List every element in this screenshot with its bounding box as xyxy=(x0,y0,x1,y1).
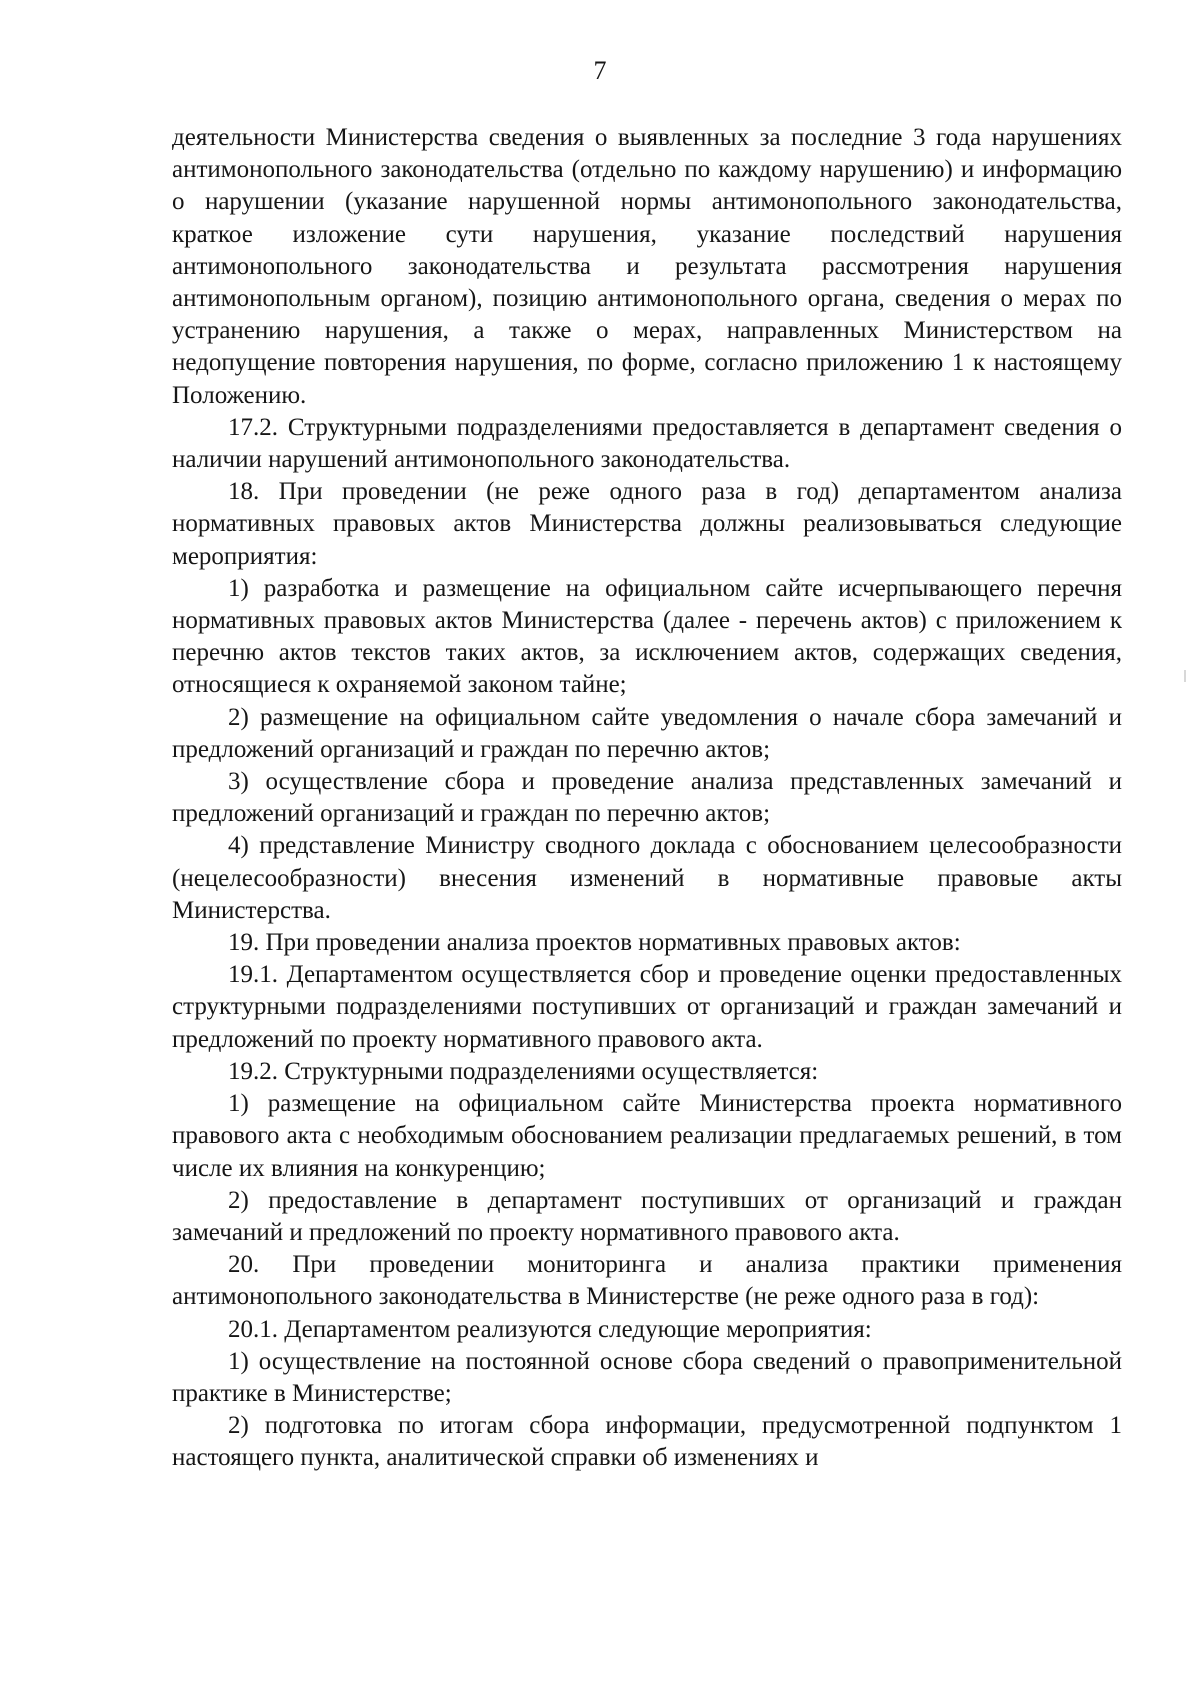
document-body xyxy=(172,122,1122,1475)
paragraph-19-1: 19.1. Департаментом осуществляется сбор и проведение оценки предоставленных структурными подразделениями поступивших от организаций и граждан замечаний и предложений по проекту нормативного правового акта. xyxy=(172,961,1122,1053)
paragraph-19-2: 19.2. Структурными подразделениями осуществляется: xyxy=(228,1057,819,1085)
scan-artifact-mark xyxy=(1184,670,1186,682)
paragraph-18-item-4: 4) представление Министру сводного доклада с обоснованием целесообразности (нецелесообразности) внесения изменений в нормативные правовые акты Министерства. xyxy=(172,832,1122,924)
paragraph-20-1: 20.1. Департаментом реализуются следующие мероприятия: xyxy=(228,1315,872,1343)
paragraph-18-item-1: 1) разработка и размещение на официальном сайте исчерпывающего перечня нормативных правовых актов Министерства (далее - перечень актов) с приложением к перечню актов текстов таких актов, за исключением актов, содержащих сведения, относящиеся к охраняемой законом тайне; xyxy=(172,574,1122,699)
paragraph-18-item-3: 3) осуществление сбора и проведение анализа представленных замечаний и предложений организаций и граждан по перечню актов; xyxy=(172,768,1122,828)
paragraph-19-2-item-2: 2) предоставление в департамент поступивших от организаций и граждан замечаний и предложений по проекту нормативного правового акта. xyxy=(172,1186,1122,1246)
paragraph-19: 19. При проведении анализа проектов нормативных правовых актов: xyxy=(228,929,961,957)
paragraph-19-2-item-1: 1) размещение на официальном сайте Министерства проекта нормативного правового акта с необходимым обоснованием реализации предлагаемых решений, в том числе их влияния на конкуренцию; xyxy=(172,1090,1122,1182)
page-number: 7 xyxy=(593,56,607,85)
paragraph-18: 18. При проведении (не реже одного раза в год) департаментом анализа нормативных правовых актов Министерства должны реализовываться следующие мероприятия: xyxy=(172,478,1122,570)
paragraph-continuation: деятельности Министерства сведения о выявленных за последние 3 года нарушениях антимонопольного законодательства (отдельно по каждому нарушению) и информацию о нарушении (указание нарушенной нормы антимонопольного законодательства, краткое изложение сути нарушения, указание последствий нарушения антимонопольного законодательства и результата рассмотрения нарушения антимонопольным органом), позицию антимонопольного органа, сведения о мерах по устранению нарушения, а также о мерах, направленных Министерством на недопущение повторения нарушения, по форме, согласно приложению 1 к настоящему Положению. xyxy=(172,124,1122,409)
paragraph-17-2: 17.2. Структурными подразделениями предоставляется в департамент сведения о наличии нарушений антимонопольного законодательства. xyxy=(172,413,1122,474)
paragraph-20-1-item-1: 1) осуществление на постоянной основе сбора сведений о правоприменительной практике в Министерстве; xyxy=(172,1347,1122,1407)
paragraph-18-item-2: 2) размещение на официальном сайте уведомления о начале сбора замечаний и предложений организаций и граждан по перечню актов; xyxy=(172,703,1122,763)
paragraph-20-1-item-2: 2) подготовка по итогам сбора информации, предусмотренной подпунктом 1 настоящего пункта, аналитической справки об изменениях и xyxy=(172,1412,1122,1472)
paragraph-20: 20. При проведении мониторинга и анализа практики применения антимонопольного законодательства в Министерстве (не реже одного раза в год): xyxy=(172,1251,1122,1311)
